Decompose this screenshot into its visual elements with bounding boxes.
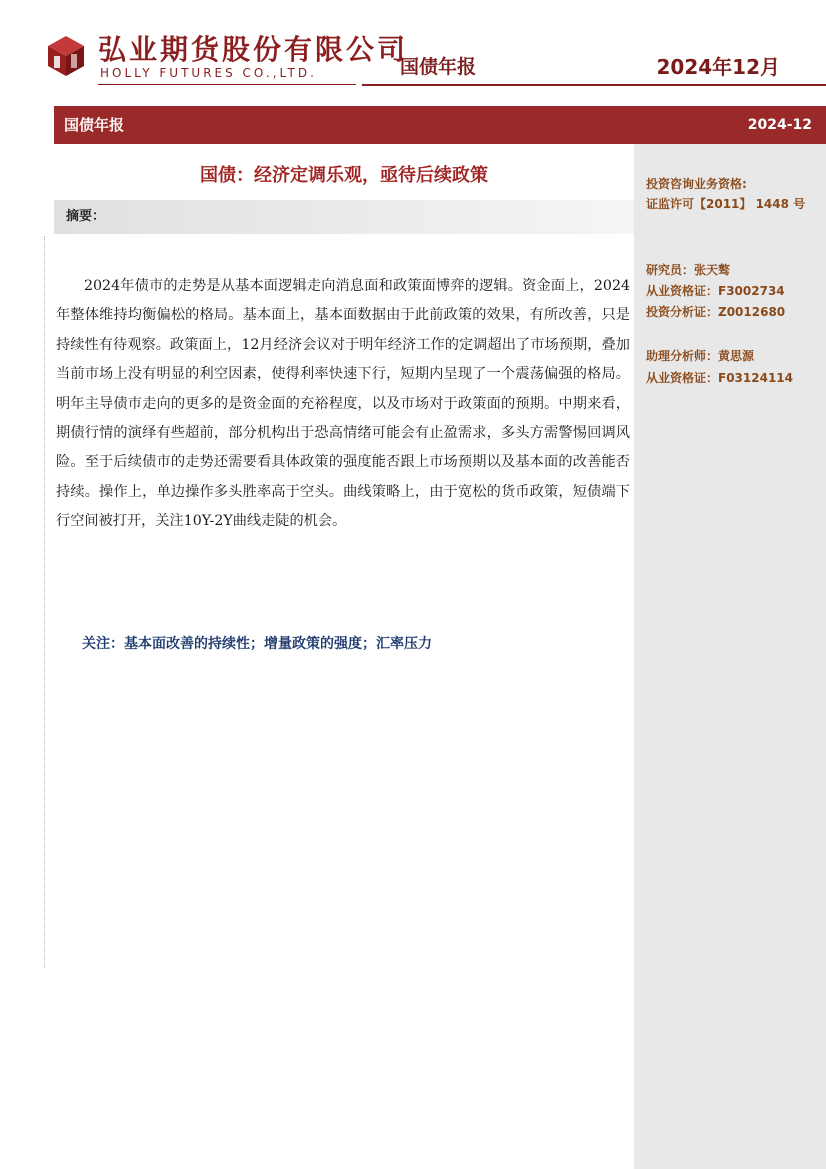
company-name-en: HOLLY FUTURES CO.,LTD. xyxy=(100,66,317,80)
sidebar xyxy=(634,144,826,1169)
researcher-name: 研究员：张天骜 xyxy=(646,263,731,277)
license-number: 证监许可【2011】 1448 号 xyxy=(646,197,806,211)
assistant-name: 助理分析师：黄思源 xyxy=(646,349,755,363)
header-date: 2024年12月 xyxy=(656,55,780,79)
company-logo-icon xyxy=(44,34,86,78)
page-header xyxy=(0,0,826,88)
banner-date: 2024-12 xyxy=(747,117,812,133)
focus-points: 关注：基本面改善的持续性；增量政策的强度；汇率压力 xyxy=(82,636,432,652)
assistant-cert: 从业资格证：F03124114 xyxy=(646,371,793,385)
license-title: 投资咨询业务资格: xyxy=(646,177,747,191)
researcher-cert: 从业资格证：F3002734 xyxy=(646,284,785,298)
header-divider-left xyxy=(98,84,356,85)
abstract-bar xyxy=(54,200,634,234)
banner-report-type: 国债年报 xyxy=(64,116,125,134)
report-title: 国债：经济定调乐观，亟待后续政策 xyxy=(200,165,488,186)
abstract-label: 摘要： xyxy=(66,209,106,224)
researcher-invest-cert: 投资分析证：Z0012680 xyxy=(646,305,786,319)
abstract-body: 2024年债市的走势是从基本面逻辑走向消息面和政策面博弈的逻辑。资金面上，2024年整体维持均衡偏松的格局。基本面上，基本面数据由于此前政策的效果，有所改善，只是持续性有待观察。政策面上，12月经济会议对于明年经济工作的定调超出了市场预期，叠加当前市场上没有明显的利空因素，使得利率快速下行，短期内呈现了一个震荡偏强的格局。明年主导债市走向的更多的是资金面的充裕程度，以及市场对于政策面的预期。中期来看，期债行情的演绎有些超前，部分机构出于恐高情绪可能会有止盈需求，多头方需警惕回调风险。至于后续债市的走势还需要看具体政策的强度能否跟上市场预期以及基本面的改善能否持续。操作上，单边操作多头胜率高于空头。曲线策略上，由于宽松的货币政策，短债端下行空间被打开，关注10Y-2Y曲线走陡的机会。 xyxy=(56,278,630,530)
company-name-cn: 弘业期货股份有限公司 xyxy=(98,33,409,66)
left-dotted-rule xyxy=(44,236,45,968)
header-divider xyxy=(362,84,826,86)
report-banner xyxy=(54,106,826,144)
header-report-type: 国债年报 xyxy=(400,56,477,78)
